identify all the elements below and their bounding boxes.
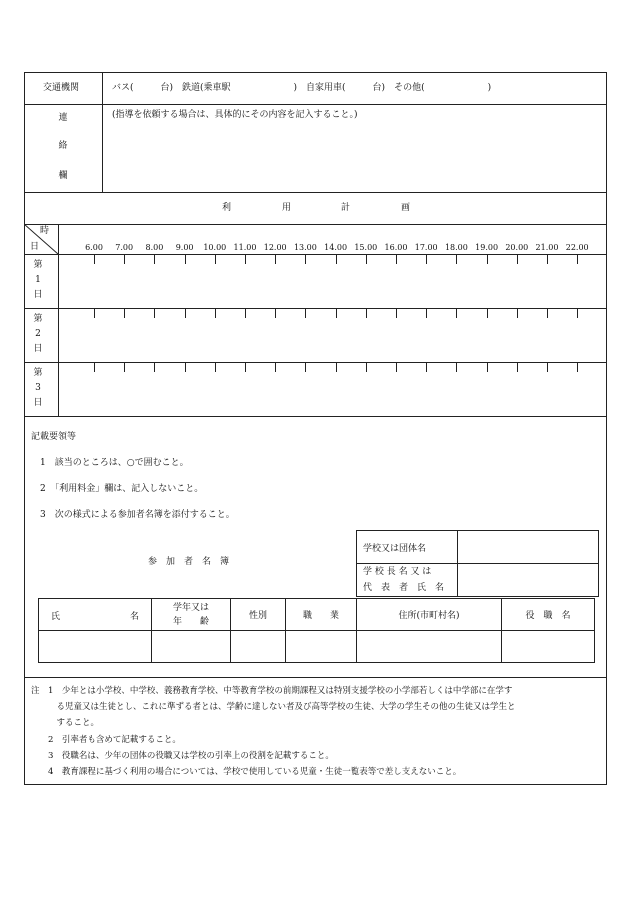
note-line: すること。 (31, 718, 100, 728)
day-2-schedule-field[interactable] (60, 310, 606, 361)
hour-label: 18.00 (444, 243, 468, 252)
day-label-char: 日 (33, 290, 43, 300)
day-label-char: 日 (33, 398, 43, 408)
day-label-char: 第 (33, 260, 43, 270)
note-line: 4 教育課程に基づく利用の場合については、学校で使用している児童・生徒一覧表等で差し支えないこと。 (31, 767, 462, 777)
instructions-heading: 記載要領等 (31, 432, 77, 442)
representative-label-line2: 代 表 者 氏 名 (363, 583, 445, 593)
divider (24, 104, 607, 105)
hour-label: 9.00 (175, 243, 194, 252)
divider (24, 416, 607, 417)
day-label-char: 2 (35, 329, 41, 339)
hour-label: 11.00 (233, 243, 257, 252)
hour-label: 6.00 (85, 243, 103, 252)
divider (24, 308, 607, 309)
note-line: 注 1 少年とは小学校、中学校、義務教育学校、中等教育学校の前期課程又は特別支援学校の小学部若しくは中学部に在学す (31, 686, 513, 696)
corner-time-label: 時 (40, 226, 50, 236)
name-cell[interactable] (39, 631, 152, 663)
contact-label-char: 絡 (58, 141, 68, 151)
transport-options: バス( 台) 鉄道(乗車駅 ) 自家用車( 台) その他( ) (112, 83, 492, 93)
instruction-item: 2 「利用料金」欄は、記入しないこと。 (40, 484, 204, 494)
hour-label: 16.00 (384, 243, 408, 252)
address-header: 住所(市町村名) (357, 599, 502, 631)
note-line: 2 引率者も含めて記載すること。 (31, 735, 181, 745)
hour-label: 15.00 (354, 243, 378, 252)
divider (24, 362, 607, 363)
hour-label: 22.00 (565, 243, 589, 252)
hour-label: 12.00 (263, 243, 287, 252)
day-label-char: 3 (35, 383, 41, 393)
day-1-schedule-field[interactable] (60, 256, 606, 307)
divider (24, 224, 607, 225)
day-3-schedule-field[interactable] (60, 364, 606, 415)
school-name-field[interactable] (458, 531, 599, 564)
name-header-left: 氏 (51, 612, 61, 622)
roster-title: 参 加 者 名 簿 (148, 557, 230, 567)
grade-header-line2: 年 齢 (172, 616, 209, 627)
representative-label-line1: 学 校 長 名 又 は (363, 567, 432, 577)
school-info-table (356, 530, 599, 597)
day-label-char: 第 (33, 368, 43, 378)
hour-label: 20.00 (505, 243, 529, 252)
note-line: 3 役職名は、少年の団体の役職又は学校の引率上の役割を記載すること。 (31, 751, 334, 761)
plan-title-char: 用 (282, 203, 292, 213)
contact-note: (指導を依頼する場合は、具体的にその内容を記入すること。) (112, 110, 358, 120)
hour-label: 17.00 (414, 243, 438, 252)
school-name-label: 学校又は団体名 (357, 531, 458, 564)
contact-field[interactable] (104, 124, 604, 190)
name-header-right: 名 (129, 612, 139, 622)
day-label-char: 1 (35, 275, 41, 285)
plan-title-char: 画 (401, 203, 411, 213)
address-cell[interactable] (357, 631, 502, 663)
sex-header: 性別 (231, 599, 286, 631)
hour-label: 7.00 (115, 243, 134, 252)
plan-title-char: 利 (222, 203, 232, 213)
day-label-char: 日 (33, 344, 43, 354)
participant-table (38, 598, 595, 663)
contact-label-char: 欄 (58, 171, 68, 181)
occupation-header: 職 業 (286, 599, 357, 631)
corner-day-label: 日 (30, 242, 40, 252)
hour-label: 21.00 (535, 243, 559, 252)
instruction-item: 3 次の様式による参加者名簿を添付すること。 (40, 510, 235, 520)
note-line: る児童又は生徒とし、これに準ずる者とは、学齢に達しない者及び高等学校の生徒、大学の学生その他の生徒又は学生と (31, 702, 516, 712)
hour-label: 10.00 (203, 243, 227, 252)
hour-label: 13.00 (293, 243, 317, 252)
hour-label: 8.00 (145, 243, 164, 252)
name-header (39, 599, 152, 631)
divider (24, 677, 607, 678)
day-label-char: 第 (33, 314, 43, 324)
sex-cell[interactable] (231, 631, 286, 663)
hour-label: 19.00 (475, 243, 499, 252)
representative-label (357, 564, 458, 597)
hour-label: 14.00 (324, 243, 348, 252)
occupation-cell[interactable] (286, 631, 357, 663)
grade-header (152, 599, 231, 631)
plan-title-char: 計 (341, 203, 351, 213)
instruction-item: 1 該当のところは、○で囲むこと。 (40, 458, 189, 468)
divider (24, 192, 607, 193)
contact-label-char: 連 (58, 113, 68, 123)
transport-label: 交通機関 (43, 83, 80, 93)
label-column-divider (102, 72, 103, 192)
role-header: 役 職 名 (502, 599, 595, 631)
grade-header-line1: 学年又は (172, 602, 209, 613)
divider (24, 254, 607, 255)
role-cell[interactable] (502, 631, 595, 663)
grade-cell[interactable] (152, 631, 231, 663)
representative-name-field[interactable] (458, 564, 599, 597)
